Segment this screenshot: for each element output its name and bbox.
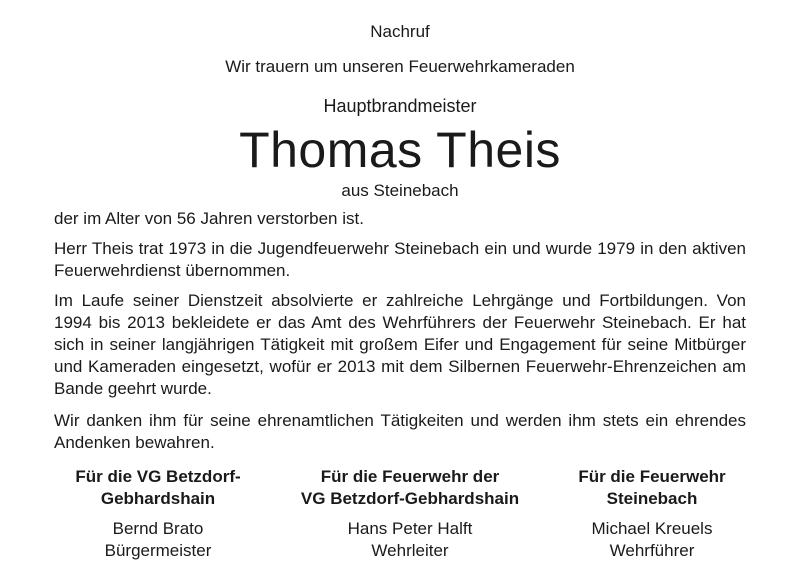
signatory-org-line: Für die VG Betzdorf-	[75, 467, 241, 486]
signatory	[562, 466, 742, 562]
signatory-role: Wehrführer	[609, 541, 695, 560]
body-paragraph: der im Alter von 56 Jahren verstorben ist.	[54, 209, 364, 228]
deceased-name: Thomas Theis	[239, 122, 561, 178]
signatory-org-line: Gebhardshain	[100, 489, 216, 508]
mourning-line: Wir trauern um unseren Feuerwehrkameraden	[225, 57, 575, 76]
signatory-org-line: Für die Feuerwehr der	[320, 467, 500, 486]
signatory-org-line: VG Betzdorf-Gebhardshain	[300, 489, 520, 508]
signatory-role: Bürgermeister	[104, 541, 212, 560]
signatory-role: Wehrleiter	[371, 541, 449, 560]
body-paragraph: Herr Theis trat 1973 in die Jugendfeuerwehr Steinebach ein und wurde 1979 in den aktiven Feuerwehrdienst übernommen.	[54, 239, 746, 280]
signatory	[58, 466, 258, 562]
rank-title: Hauptbrandmeister	[323, 96, 477, 116]
signatory-name: Hans Peter Halft	[347, 519, 473, 538]
signatory-org-line: Für die Feuerwehr	[578, 467, 726, 486]
signatory-org-line: Steinebach	[606, 489, 698, 508]
signatory-name: Bernd Brato	[112, 519, 204, 538]
signatory-name: Michael Kreuels	[591, 519, 713, 538]
signatory	[285, 466, 535, 562]
body-paragraph: Im Laufe seiner Dienstzeit absolvierte er zahlreiche Lehrgänge und Fortbildungen. Von 1994 bis 2013 bekleidete er das Amt des Wehrführers der Feuerwehr Steinebach. Er hat sich in seiner langjährigen Tätigkeit mit großem Eifer und Engagement für seine Mitbürger und Kameraden eingesetzt, wofür er 2013 mit dem Silbernen Feuerwehr-Ehrenzeichen am Bande geehrt wurde.	[54, 291, 746, 398]
body-paragraph: Wir danken ihm für seine ehrenamtlichen Tätigkeiten und werden ihm stets ein ehrendes Andenken bewahren.	[54, 411, 746, 452]
notice-label: Nachruf	[370, 22, 430, 41]
signature-block	[54, 466, 746, 562]
origin-line: aus Steinebach	[341, 181, 459, 200]
